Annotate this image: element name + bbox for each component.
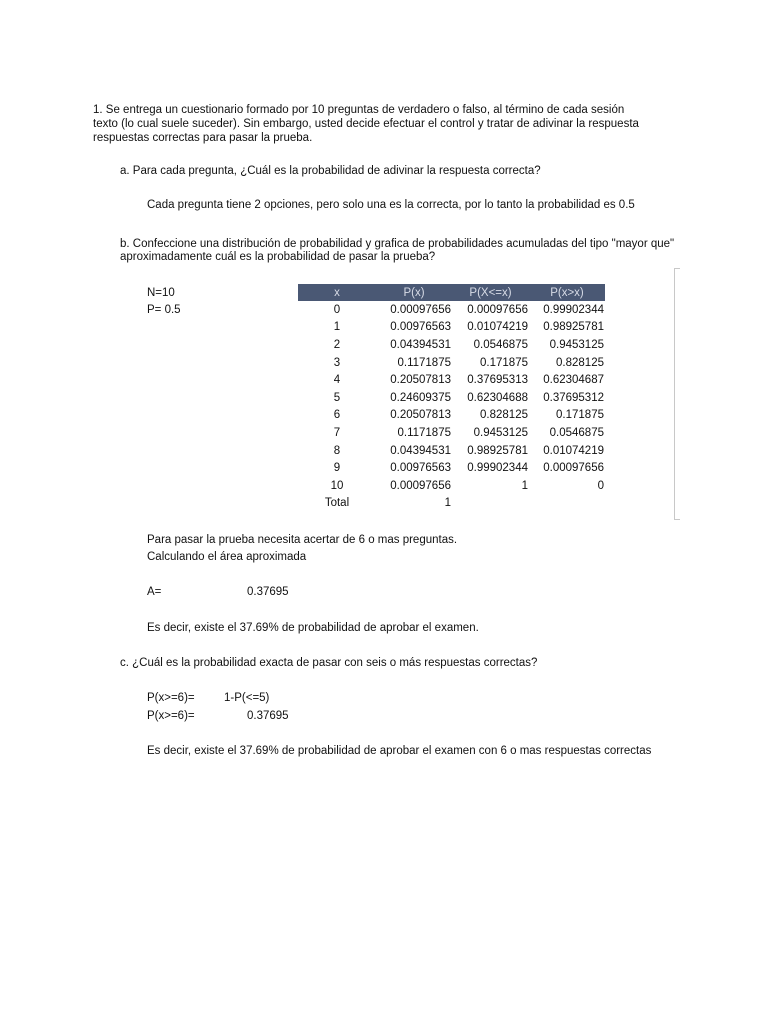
q1-line3: respuestas correctas para pasar la prueba. (93, 132, 313, 144)
cell-cumulative: 1 (521, 479, 528, 492)
cell-x: 4 (333, 374, 341, 387)
table-row (298, 371, 605, 389)
cell-greater-than: 0.9453125 (549, 338, 604, 351)
q1-line2: texto (lo cual suele suceder). Sin embargo, usted decide efectuar el control y tratar de adivinar la respuesta (93, 118, 639, 130)
cell-x: 9 (333, 462, 341, 475)
table-row (298, 301, 605, 319)
cell-cumulative: 0.98925781 (467, 444, 528, 457)
chart-frame-bottom (674, 519, 680, 520)
table-row (298, 319, 605, 337)
table-row (298, 442, 605, 460)
cell-px: 0.00097656 (390, 479, 451, 492)
cell-x: 0 (333, 303, 341, 316)
header-x: x (298, 284, 376, 301)
cell-cumulative: 0.37695313 (467, 374, 528, 387)
table-header-row (298, 284, 605, 301)
empty-cell (529, 495, 605, 513)
cell-px: 0.1171875 (397, 426, 451, 439)
cell-px: 0.20507813 (390, 374, 451, 387)
table-row (298, 389, 605, 407)
table-row (298, 336, 605, 354)
cell-x: 7 (333, 426, 341, 439)
empty-cell (452, 495, 529, 513)
cell-px: 0.24609375 (390, 391, 451, 404)
cell-px: 0.00097656 (390, 303, 451, 316)
eq1-label: P(x>=6)= (147, 692, 195, 704)
area-label: A= (147, 586, 162, 598)
cell-greater-than: 0 (597, 479, 604, 492)
cell-px: 0.00976563 (390, 321, 451, 334)
cell-px: 0.04394531 (390, 444, 451, 457)
eq2-label: P(x>=6)= (147, 710, 195, 722)
chart-frame-top (674, 268, 680, 269)
part-a-question: a. Para cada pregunta, ¿Cuál es la probabilidad de adivinar la respuesta correcta? (120, 165, 541, 177)
header-greater-than: P(x>x) (529, 284, 605, 301)
part-c-conclusion: Es decir, existe el 37.69% de probabilidad de aprobar el examen con 6 o mas respuestas correctas (147, 745, 652, 757)
table-row (298, 424, 605, 442)
cell-px: 0.00976563 (390, 462, 451, 475)
table-row (298, 477, 605, 495)
calc-text: Calculando el área aproximada (147, 551, 307, 563)
total-label: Total (324, 497, 350, 510)
cell-x: 10 (330, 479, 344, 492)
part-b-question-line2: aproximadamente cuál es la probabilidad de pasar la prueba? (120, 251, 436, 263)
cell-greater-than: 0.99902344 (543, 303, 604, 316)
cell-cumulative: 0.9453125 (473, 426, 528, 439)
cell-greater-than: 0.98925781 (543, 321, 604, 334)
cell-greater-than: 0.37695312 (543, 391, 604, 404)
table-row (298, 354, 605, 372)
cell-cumulative: 0.62304688 (467, 391, 528, 404)
pass-text: Para pasar la prueba necesita acertar de 6 o mas preguntas. (147, 534, 458, 546)
cell-greater-than: 0.0546875 (549, 426, 604, 439)
header-px: P(x) (376, 284, 452, 301)
cell-px: 0.04394531 (390, 338, 451, 351)
eq1-value: 1-P(<=5) (224, 692, 270, 704)
total-value: 1 (444, 497, 451, 510)
part-b-question-line1: b. Confeccione una distribución de probabilidad y grafica de probabilidades acumuladas del tipo "mayor que" (120, 238, 675, 250)
cell-greater-than: 0.00097656 (543, 462, 604, 475)
cell-x: 1 (333, 321, 341, 334)
part-a-answer: Cada pregunta tiene 2 opciones, pero solo una es la correcta, por lo tanto la probabilidad es 0.5 (147, 199, 635, 211)
area-value: 0.37695 (247, 586, 289, 598)
cell-x: 6 (333, 409, 341, 422)
table-row (298, 407, 605, 425)
probability-distribution-table (298, 284, 605, 512)
header-cumulative: P(X<=x) (452, 284, 529, 301)
cell-x: 2 (333, 338, 341, 351)
table-total-row (298, 495, 605, 513)
n-label: N=10 (147, 287, 175, 299)
table-row (298, 459, 605, 477)
chart-frame-edge (674, 268, 675, 520)
cell-px: 0.1171875 (397, 356, 451, 369)
cell-cumulative: 0.171875 (480, 356, 528, 369)
cell-cumulative: 0.828125 (480, 409, 528, 422)
cell-cumulative: 0.01074219 (467, 321, 528, 334)
part-b-conclusion: Es decir, existe el 37.69% de probabilidad de aprobar el examen. (147, 622, 479, 634)
cell-cumulative: 0.99902344 (467, 462, 528, 475)
cell-x: 3 (333, 356, 341, 369)
cell-cumulative: 0.0546875 (473, 338, 528, 351)
cell-greater-than: 0.171875 (556, 409, 604, 422)
q1-line1: 1. Se entrega un cuestionario formado por 10 preguntas de verdadero o falso, al término de cada sesión (93, 104, 625, 116)
cell-px: 0.20507813 (390, 409, 451, 422)
part-c-question: c. ¿Cuál es la probabilidad exacta de pasar con seis o más respuestas correctas? (120, 657, 538, 669)
cell-greater-than: 0.01074219 (543, 444, 604, 457)
cell-greater-than: 0.62304687 (543, 374, 604, 387)
cell-cumulative: 0.00097656 (467, 303, 528, 316)
p-label: P= 0.5 (147, 304, 181, 316)
cell-x: 5 (333, 391, 341, 404)
cell-greater-than: 0.828125 (556, 356, 604, 369)
eq2-value: 0.37695 (247, 710, 289, 722)
table-body (298, 301, 605, 512)
cell-x: 8 (333, 444, 341, 457)
